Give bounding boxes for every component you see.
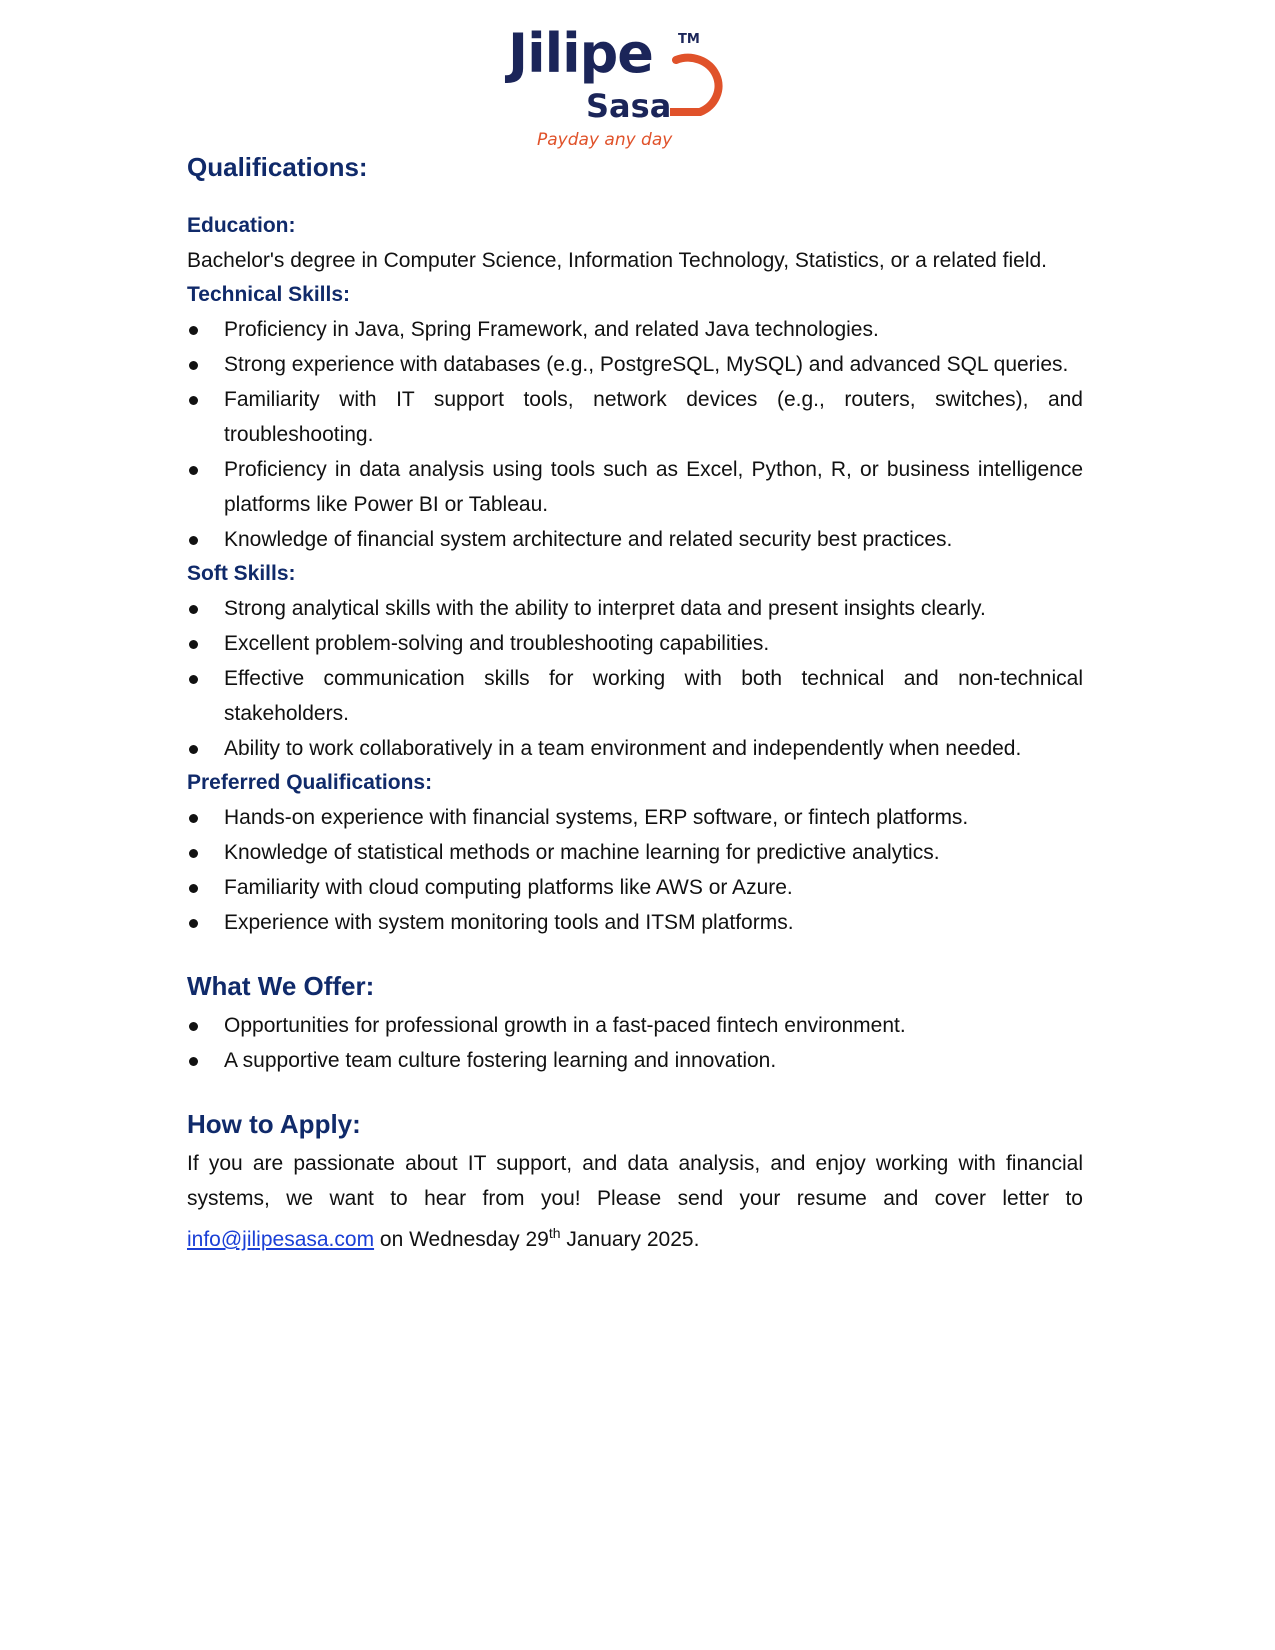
list-item xyxy=(187,905,1083,940)
list-item-text: Experience with system monitoring tools and ITSM platforms. xyxy=(224,911,794,934)
how-to-apply-title: How to Apply: xyxy=(187,1109,361,1139)
bullet-icon xyxy=(189,326,198,335)
logo-arc-icon xyxy=(670,46,732,116)
list-item xyxy=(187,347,1083,382)
technical-skills-heading: Technical Skills: xyxy=(187,283,351,306)
bullet-icon xyxy=(189,361,198,370)
logo-trademark: TM xyxy=(678,32,700,47)
list-item xyxy=(187,661,1083,731)
bullet-icon xyxy=(189,849,198,858)
apply-text xyxy=(187,1146,1083,1257)
apply-text-intro: If you are passionate about IT support, and data analysis, and enjoy working with financial systems, we want to hear from you! Please send your resume and cover letter to xyxy=(187,1152,1083,1210)
list-item xyxy=(187,522,1083,557)
bullet-icon xyxy=(189,884,198,893)
list-item-text: Knowledge of statistical methods or machine learning for predictive analytics. xyxy=(224,841,940,864)
bullet-icon xyxy=(189,675,198,684)
bullet-icon xyxy=(189,745,198,754)
bullet-icon xyxy=(189,1057,198,1066)
soft-skills-list xyxy=(187,591,1083,766)
list-item xyxy=(187,1043,1083,1078)
technical-skills-list xyxy=(187,312,1083,557)
list-item-text: Familiarity with IT support tools, network devices (e.g., routers, switches), and troubleshooting. xyxy=(224,388,1083,446)
list-item-text: Proficiency in Java, Spring Framework, and related Java technologies. xyxy=(224,318,879,341)
date-superscript: th xyxy=(548,1225,561,1241)
bullet-icon xyxy=(189,640,198,649)
education-text: Bachelor's degree in Computer Science, Information Technology, Statistics, or a related field. xyxy=(187,249,1048,272)
list-item xyxy=(187,626,1083,661)
list-item-text: Knowledge of financial system architecture and related security best practices. xyxy=(224,528,953,551)
list-item-text: Proficiency in data analysis using tools such as Excel, Python, R, or business intelligence platforms like Power BI or Tableau. xyxy=(224,458,1083,516)
list-item-text: Familiarity with cloud computing platforms like AWS or Azure. xyxy=(224,876,793,899)
list-item-text: Opportunities for professional growth in a fast-paced fintech environment. xyxy=(224,1014,906,1037)
bullet-icon xyxy=(189,396,198,405)
bullet-icon xyxy=(189,536,198,545)
list-item xyxy=(187,731,1083,766)
apply-date-text: on Wednesday 29 xyxy=(374,1228,549,1251)
list-item xyxy=(187,1008,1083,1043)
bullet-icon xyxy=(189,466,198,475)
qualifications-title: Qualifications: xyxy=(187,152,368,182)
list-item-text: Excellent problem-solving and troubleshooting capabilities. xyxy=(224,632,770,655)
email-link[interactable]: info@jilipesasa.com xyxy=(187,1228,375,1251)
preferred-qualifications-heading: Preferred Qualifications: xyxy=(187,771,433,794)
logo-tagline: Payday any day xyxy=(537,130,673,150)
soft-skills-heading: Soft Skills: xyxy=(187,562,296,585)
list-item-text: Strong experience with databases (e.g., PostgreSQL, MySQL) and advanced SQL queries. xyxy=(224,353,1069,376)
education-heading: Education: xyxy=(187,214,296,237)
bullet-icon xyxy=(189,814,198,823)
list-item xyxy=(187,870,1083,905)
logo-subword: Sasa xyxy=(586,87,672,125)
bullet-icon xyxy=(189,919,198,928)
list-item xyxy=(187,835,1083,870)
list-item-text: Effective communication skills for working with both technical and non-technical stakeholders. xyxy=(224,667,1083,725)
bullet-icon xyxy=(189,1022,198,1031)
what-we-offer-title: What We Offer: xyxy=(187,971,375,1001)
document-body xyxy=(187,145,1083,1257)
list-item xyxy=(187,312,1083,347)
offer-list xyxy=(187,1008,1083,1078)
list-item xyxy=(187,591,1083,626)
logo-wordmark: Jilipe xyxy=(508,22,653,85)
list-item xyxy=(187,452,1083,522)
list-item xyxy=(187,800,1083,835)
list-item xyxy=(187,382,1083,452)
bullet-icon xyxy=(189,605,198,614)
list-item-text: A supportive team culture fostering learning and innovation. xyxy=(224,1049,777,1072)
list-item-text: Strong analytical skills with the ability to interpret data and present insights clearly. xyxy=(224,597,986,620)
list-item-text: Hands-on experience with financial systems, ERP software, or fintech platforms. xyxy=(224,806,969,829)
apply-date-month: January 2025. xyxy=(560,1228,700,1251)
preferred-qualifications-list xyxy=(187,800,1083,940)
list-item-text: Ability to work collaboratively in a team environment and independently when needed. xyxy=(224,737,1022,760)
company-logo xyxy=(500,22,780,152)
